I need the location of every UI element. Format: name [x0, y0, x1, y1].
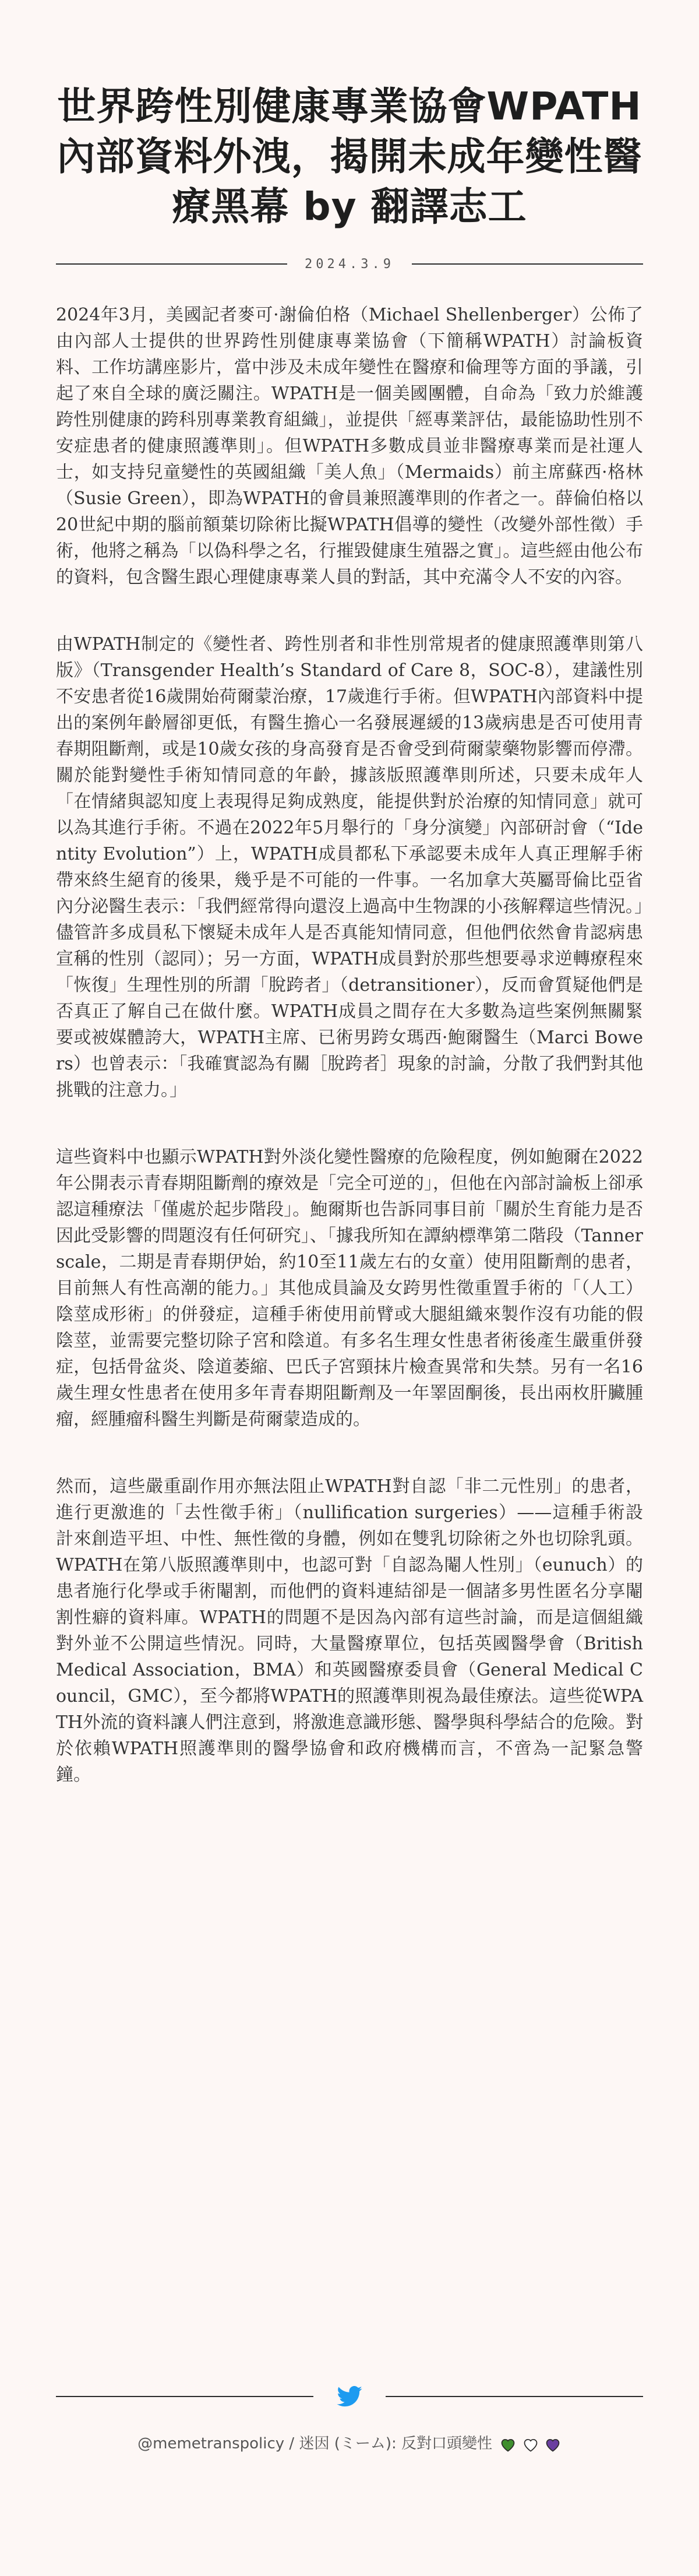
hearts-group	[499, 2436, 562, 2453]
green-heart-icon	[500, 2437, 516, 2452]
paragraph-2: 由WPATH制定的《變性者、跨性別者和非性別常規者的健康照護準則第八版》（Transgender Health’s Standard of Care 8，SOC-8），建議性別不安患者從16歲開始荷爾蒙治療，17歲進行手術。但WPATH內部資料中提出的案例年齡層卻更低，有醫生擔心一名發展遲緩的13歲病患是否可使用青春期阻斷劑，或是10歲女孩的身高發育是否會受到荷爾蒙藥物影響而停滯。關於能對變性手術知情同意的年齡，據該版照護準則所述，只要未成年人「在情緒與認知度上表現得足夠成熟度，能提供對於治療的知情同意」就可以為其進行手術。不過在2022年5月舉行的「身分演變」內部研討會（“Identity Evolution”）上，WPATH成員都私下承認要未成年人真正理解手術帶來終生絕育的後果，幾乎是不可能的一件事。一名加拿大英屬哥倫比亞省內分泌醫生表示：「我們經常得向還沒上過高中生物課的小孩解釋這些情況。」儘管許多成員私下懷疑未成年人是否真能知情同意，但他們依然會肯認病患宣稱的性別（認同）；另一方面，WPATH成員對於那些想要尋求逆轉療程來「恢復」生理性別的所謂「脫跨者」（detransitioner），反而會質疑他們是否真正了解自己在做什麼。WPATH成員之間存在大多數為這些案例無關緊要或被媒體誇大，WPATH主席、已術男跨女瑪西·鮑爾醫生（Marci Bowers）也曾表示：「我確實認為有關［脫跨者］現象的討論，分散了我們對其他挑戰的注意力。」	[56, 634, 643, 1100]
twitter-bird-shape	[337, 2386, 362, 2406]
white-heart-shape	[524, 2440, 536, 2451]
divider-left	[56, 263, 287, 265]
green-heart-shape	[502, 2440, 514, 2451]
twitter-bird-icon[interactable]	[337, 2386, 362, 2407]
article-body	[56, 302, 643, 1788]
purple-heart-icon	[545, 2437, 561, 2452]
footer-divider-left	[56, 2396, 313, 2397]
paragraph-1: 2024年3月，美國記者麥可·謝倫伯格（Michael Shellenberger）公佈了由內部人士提供的世界跨性別健康專業協會（下簡稱WPATH）討論板資料、工作坊講座影片，當中涉及未成年變性在醫療和倫理等方面的爭議，引起了來自全球的廣泛關注。WPATH是一個美國團體，自命為「致力於維護跨性別健康的跨科別專業教育組織」，並提供「經專業評估，最能協助性別不安症患者的健康照護準則」。但WPATH多數成員並非醫療專業而是社運人士，如支持兒童變性的英國組織「美人魚」（Mermaids）前主席蘇西·格林（Susie Green），即為WPATH的會員兼照護準則的作者之一。薛倫伯格以20世紀中期的腦前額葉切除術比擬WPATH倡導的變性（改變外部性徵）手術，他將之稱為「以偽科學之名，行摧毀健康生殖器之實」。這些經由他公布的資料，包含醫生跟心理健康專業人員的對話，其中充滿令人不安的內容。	[56, 305, 643, 587]
footer-divider-right	[386, 2396, 643, 2397]
publish-date: 2024.3.9	[305, 256, 394, 272]
footer	[56, 2385, 643, 2453]
paragraph-3: 這些資料中也顯示WPATH對外淡化變性醫療的危險程度，例如鮑爾在2022年公開表示青春期阻斷劑的療效是「完全可逆的」，但他在內部討論板上卻承認這種療法「僅處於起步階段」。鮑爾斯也告訴同事目前「關於生育能力是否因此受影響的問題沒有任何研究」、「據我所知在譚納標準第二階段（Tanner scale，二期是青春期伊始，約10至11歲左右的女童）使用阻斷劑的患者，目前無人有性高潮的能力。」其他成員論及女跨男性徵重置手術的「（人工）陰莖成形術」的併發症，這種手術使用前臂或大腿組織來製作沒有功能的假陰莖，並需要完整切除子宮和陰道。有多名生理女性患者術後產生嚴重併發症，包括骨盆炎、陰道萎縮、巴氏子宮頸抹片檢查異常和失禁。另有一名16歲生理女性患者在使用多年青春期阻斷劑及一年睪固酮後，長出兩枚肝臟腫瘤，經腫瘤科醫生判斷是荷爾蒙造成的。	[56, 1147, 643, 1430]
purple-heart-shape	[546, 2440, 559, 2451]
white-heart-icon	[523, 2437, 539, 2452]
footer-divider	[56, 2385, 643, 2408]
divider-right	[412, 263, 643, 265]
social-handle[interactable]: @memetranspolicy / 迷因 (ミーム): 反對口頭變性	[137, 2435, 493, 2452]
footer-credit	[56, 2431, 643, 2453]
article-title: 世界跨性別健康專業協會WPATH內部資料外洩，揭開未成年變性醫療黑幕 by 翻譯志工	[57, 84, 642, 229]
date-row	[56, 255, 643, 273]
paragraph-4: 然而，這些嚴重副作用亦無法阻止WPATH對自認「非二元性別」的患者，進行更激進的「去性徵手術」（nullification surgeries）——這種手術設計來創造平坦、中性、無性徵的身體，例如在雙乳切除術之外也切除乳頭。WPATH在第八版照護準則中，也認可對「自認為閹人性別」（eunuch）的患者施行化學或手術閹割，而他們的資料連結卻是一個諸多男性匿名分享閹割性癖的資料庫。WPATH的問題不是因為內部有這些討論，而是這個組織對外並不公開這些情況。同時，大量醫療單位，包括英國醫學會（British Medical Association，BMA）和英國醫療委員會（General Medical Council，GMC），至今都將WPATH的照護準則視為最佳療法。這些從WPATH外流的資料讓人們注意到，將激進意識形態、醫學與科學結合的危險。對於依賴WPATH照護準則的醫學協會和政府機構而言，不啻為一記緊急警鐘。	[56, 1476, 643, 1785]
